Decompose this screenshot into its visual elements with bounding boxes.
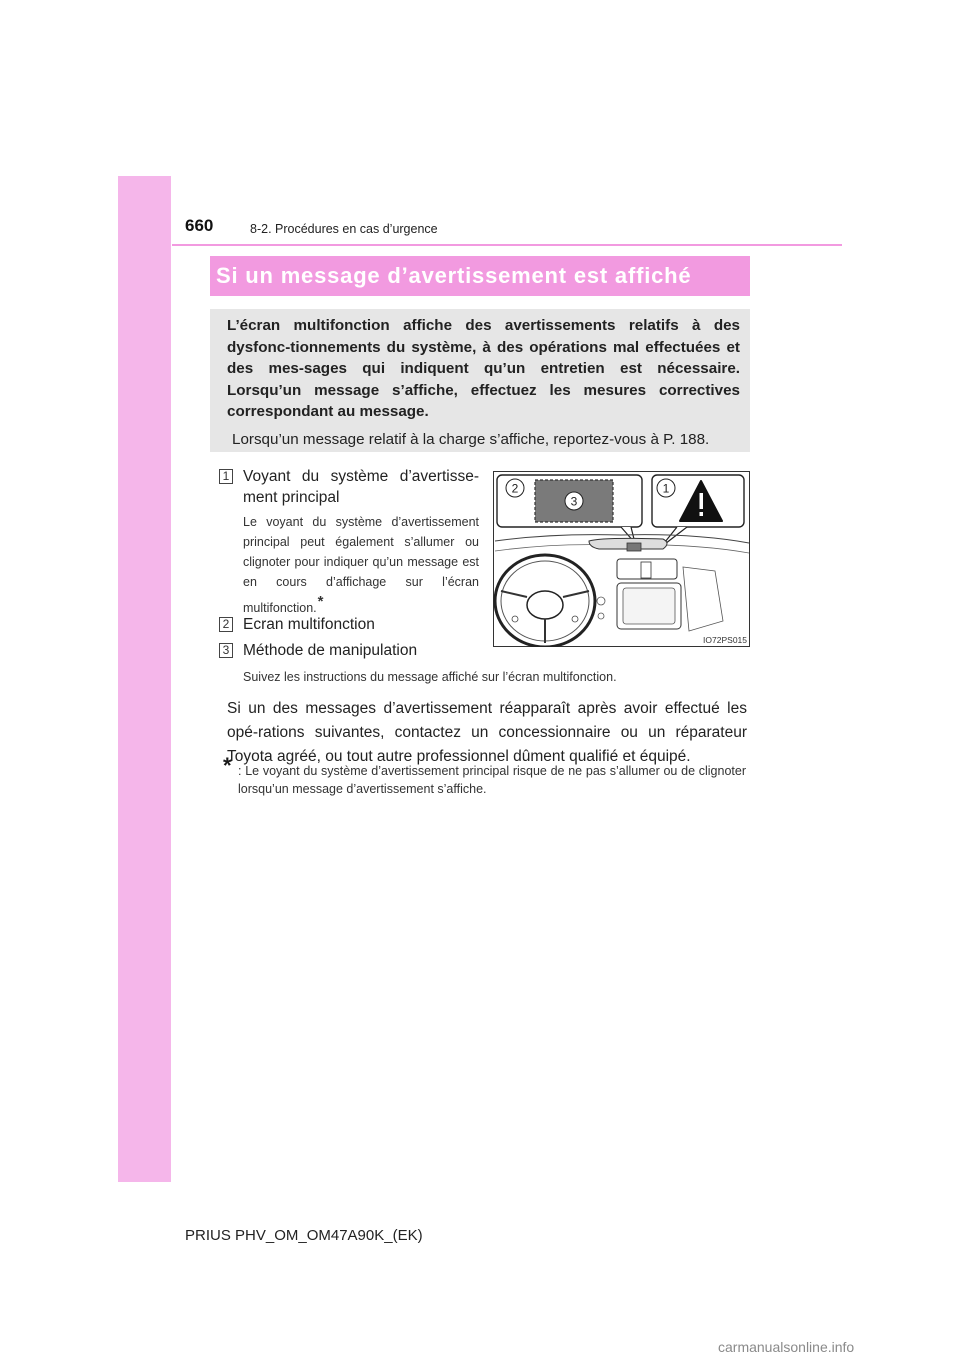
item-number-badge: 3 — [219, 643, 233, 658]
footnote-text: : Le voyant du système d’avertissement principal risque de ne pas s’allumer ou de clignoter lorsqu’un message d’avertissement s’affiche. — [238, 764, 746, 796]
body-paragraph: Si un des messages d’avertissement réapparaît après avoir effectué les opé-rations suivantes, contactez un concessionnaire ou un réparateur Toyota agréé, ou tout autre professionnel dûment qualifié et équipé. — [227, 700, 747, 765]
header-divider — [172, 244, 842, 246]
footnote-marker: * — [223, 753, 232, 778]
warning-light-description-text: Le voyant du système d’avertissement principal peut également s’allumer ou clignoter pour indiquer qu’un message est en cours d’affichage sur l’écran multifonction. — [243, 515, 479, 615]
screen-number-3: 3 — [570, 494, 578, 509]
footnote-reference-marker: * — [317, 593, 324, 610]
item-label-operation-method: Méthode de manipulation — [243, 642, 418, 659]
item-number-badge: 1 — [219, 469, 233, 484]
item-label-multi-display: Ecran multifonction — [243, 616, 375, 633]
intro-text: L’écran multifonction affiche des avertissements relatifs à des dysfonc-tionnements du système, à des opérations mal effectuées et des mes-sages qui indiquent qu’un entretien est nécessaire. Lorsqu’un message s’affiche, effectuez les mesures correctives correspondant au message. — [227, 317, 740, 420]
site-watermark: carmanualsonline.info — [718, 1339, 855, 1355]
side-color-band — [118, 176, 171, 1182]
intro-note: Lorsqu’un message relatif à la charge s’affiche, reportez-vous à P. 188. — [232, 430, 710, 448]
callout-number-1: 1 — [662, 481, 670, 496]
dashboard-illustration — [493, 471, 750, 647]
page-number: 660 — [185, 216, 214, 235]
page-title: Si un message d’avertissement est affiché — [216, 263, 692, 288]
item-label-warning-light: Voyant du système d’avertisse-ment principal — [243, 468, 479, 506]
callout-number-2: 2 — [511, 481, 519, 496]
image-code: IO72PS015 — [703, 635, 747, 645]
item-number-badge: 2 — [219, 617, 233, 632]
item-description-operation-method: Suivez les instructions du message affiché sur l’écran multifonction. — [243, 670, 617, 684]
document-code: PRIUS PHV_OM_OM47A90K_(EK) — [185, 1227, 423, 1244]
item-description-warning-light — [243, 512, 479, 618]
page-title-bar — [210, 256, 750, 296]
section-label: 8-2. Procédures en cas d’urgence — [250, 222, 438, 236]
intro-box — [210, 309, 750, 452]
